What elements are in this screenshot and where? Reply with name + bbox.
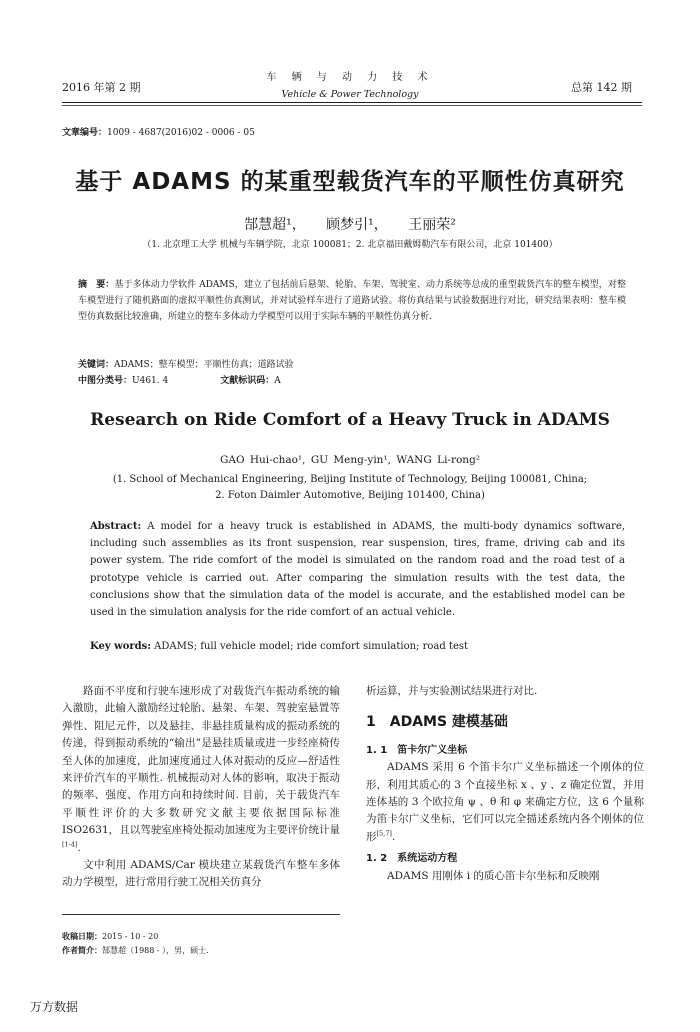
body-paragraph — [62, 683, 340, 857]
affiliations-en — [40, 472, 660, 504]
classification-line — [78, 374, 626, 390]
doc-code-value: A — [274, 375, 281, 386]
journal-header — [230, 68, 470, 100]
footnote-rule — [62, 914, 340, 915]
body-paragraph: 文中利用 ADAMS/Car 模块建立某载货汽车整车多体动力学模型，进行常用行驶工况相关仿真分 — [62, 859, 340, 889]
affiliation-en-line-1: (1. School of Mechanical Engineering, Beijing Institute of Technology, Beijing 100081, China; — [112, 474, 588, 485]
keywords-en-label: Key words: — [90, 641, 151, 652]
abstract-en-text: A model for a heavy truck is established in ADAMS, the multi-body dynamics software, including such assemblies as its front suspension, rear suspension, tires, frame, driving cab and its power system. The ride comfort of the model is simulated on the random road and the road test of a prototype vehicle is carried out. After comparing the simulation results with the test data, the conclusions show that the simulation data of the model is accurate, and the established model can be used in the simulation analysis for the ride comfort of an actual vehicle. — [90, 521, 625, 619]
keywords-cn — [78, 358, 626, 374]
section-heading: 1 ADAMS 建模基础 — [366, 714, 508, 731]
author-bio-label: 作者简介： — [62, 946, 102, 955]
journal-name-cn: 车 辆 与 动 力 技 术 — [266, 72, 434, 83]
keywords-en — [90, 641, 625, 652]
abstract-en-label: Abstract: — [90, 521, 142, 532]
article-number-label: 文章编号： — [62, 128, 108, 138]
body-paragraph — [366, 759, 644, 846]
keywords-cn-text: ADAMS；整车模型；平顺性仿真；道路试验 — [114, 360, 294, 370]
title-cn: 基于 ADAMS 的某重型载货汽车的平顺性仿真研究 — [75, 169, 625, 195]
citation: [5,7] — [376, 829, 392, 838]
title-en: Research on Ride Comfort of a Heavy Truck in ADAMS — [90, 410, 610, 430]
body-text: . — [77, 841, 81, 854]
citation: [1-4] — [62, 840, 78, 849]
subsection-heading: 1. 2 系统运动方程 — [366, 853, 458, 865]
abstract-en — [90, 518, 625, 621]
affiliations-cn: （1. 北京理工大学 机械与车辆学院，北京 100081；2. 北京福田戴姆勒汽车有限公司，北京 101400） — [142, 240, 558, 250]
header-rule-thin — [62, 105, 642, 106]
subsection-heading: 1. 1 笛卡尔广义坐标 — [366, 744, 468, 756]
body-right-column — [366, 683, 644, 885]
abstract-cn-text: 基于多体动力学软件 ADAMS，建立了包括前后悬架、轮胎、车架、驾驶室、动力系统等总成的重型载货汽车的整车模型，对整车模型进行了随机路面的虚拟平顺性仿真测试，并对试验样车进行了道路试验。将仿真结果与试验数据进行对比，研究结果表明：整车模型仿真数据比较准确，所建立的整车多体动力学模型可以用于实际车辆的平顺性仿真分析. — [78, 280, 626, 322]
received-value: 2015 - 10 - 20 — [102, 932, 159, 941]
received-date — [62, 930, 209, 944]
keywords-cn-block — [78, 358, 626, 389]
clc-label: 中图分类号： — [78, 375, 133, 386]
body-text: ADAMS 采用 6 个笛卡尔广义坐标描述一个刚体的位形，利用其质心的 3 个直接坐标 x 、y 、z 确定位置，并用连体基的 3 个欧拉角 ψ 、θ 和 φ 来确定方位，这 6 个量称为笛卡尔广义坐标，它们可以完全描述系统内各个刚体的位形 — [366, 761, 644, 843]
author-bio-value: 郜慧超（1988 - ），男，硕士. — [102, 946, 209, 955]
abstract-cn-label: 摘 要： — [78, 280, 115, 290]
body-text: . — [391, 830, 396, 843]
author-bio — [62, 944, 209, 958]
body-text: 路面不平度和行驶车速形成了对载货汽车振动系统的输入激励，此输入激励经过轮胎、悬架、车架、驾驶室悬置等弹性、阻尼元件，以及悬挂、非悬挂质量构成的振动系统的传递，得到振动系统的“输出”是悬挂质量或进一步经座椅传至人体的加速度，此加速度通过人体对振动的反应—舒适性来评价汽车的平顺性. 机械振动对人体的影响，取决于振动的频率、强度、作用方向和持续时间. 目前，关于载货汽车平顺性评价的大多数研究文献主要依据国际标准 ISO2631，且以驾驶室座椅处振动加速度为主要评价统计量 — [62, 685, 340, 837]
watermark: 万方数据 — [30, 1000, 79, 1014]
footnote — [62, 930, 209, 958]
body-left-column — [62, 683, 340, 892]
doc-code-label: 文献标识码： — [220, 375, 275, 386]
received-label: 收稿日期： — [62, 932, 102, 941]
issue-label: 2016 年第 2 期 — [62, 81, 141, 94]
keywords-cn-label: 关键词： — [78, 360, 115, 370]
article-number-value: 1009 - 4687(2016)02 - 0006 - 05 — [107, 128, 255, 138]
authors-cn: 郜慧超¹， 顾梦引¹， 王丽荣² — [244, 217, 456, 233]
clc-value: U461. 4 — [132, 375, 169, 386]
article-number — [62, 125, 255, 138]
abstract-cn — [78, 278, 626, 325]
affiliation-en-line-2: 2. Foton Daimler Automotive, Beijing 101400, China) — [215, 490, 485, 501]
journal-name-en: Vehicle & Power Technology — [281, 89, 419, 100]
keywords-en-text: ADAMS; full vehicle model; ride comfort simulation; road test — [151, 641, 469, 652]
total-issue-label: 总第 142 期 — [571, 81, 632, 94]
body-paragraph: ADAMS 用刚体 i 的质心笛卡尔坐标和反映刚 — [387, 869, 600, 882]
header-rule — [62, 102, 642, 103]
body-paragraph: 析运算，并与实验测试结果进行对比. — [366, 685, 538, 697]
authors-en: GAO Hui-chao¹, GU Meng-yin¹, WANG Li-rong² — [219, 454, 481, 466]
